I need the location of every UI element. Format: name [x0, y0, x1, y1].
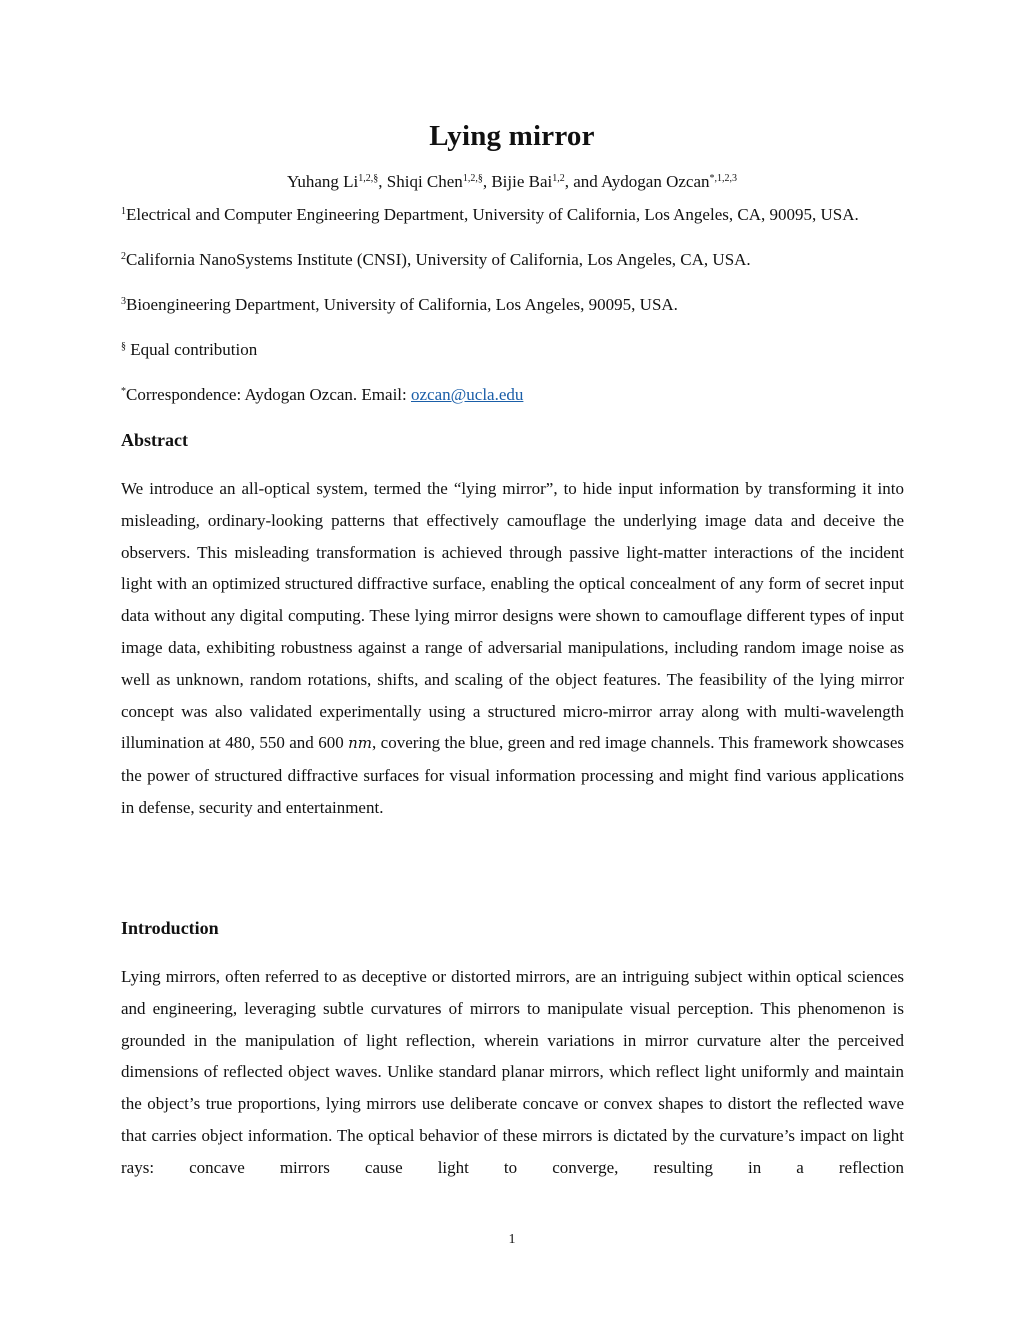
introduction-heading: Introduction	[121, 918, 219, 938]
author-list: Yuhang $Li^{1,2,\S}$, Shiqi Chen$^{1,2,\S}$, Bijie Bai$^{1,2}$, and Aydogan Ozcan$^{*,1,2,3}$	[286, 172, 738, 191]
correspondence-note	[121, 385, 921, 405]
paper-title: Lying mirror	[429, 120, 595, 152]
author-affiliation-mark: 1,2	[552, 173, 565, 184]
author-name: Bijie Bai	[491, 172, 553, 191]
equal-contribution-text: Equal contribution	[130, 340, 258, 359]
wavelength-unit: nm	[348, 734, 372, 753]
author-affiliation-mark: 1,2,§	[358, 173, 379, 184]
affiliation-mark: 2	[121, 251, 126, 262]
author-affiliation-mark: *,1,2,3	[709, 173, 738, 184]
affiliation-mark: 1	[121, 206, 126, 217]
correspondence-text: Correspondence: Aydogan Ozcan. Email:	[126, 385, 411, 404]
author-conjunction: and	[573, 172, 598, 191]
affiliation-text: California NanoSystems Institute (CNSI), University of California, Los Angeles, CA, USA.	[126, 250, 751, 269]
equal-contribution-note	[121, 340, 921, 360]
affiliation-2	[121, 250, 921, 270]
affiliation-text: Electrical and Computer Engineering Department, University of California, Los Angeles, CA, 90095, USA.	[126, 205, 859, 224]
page-number: 1	[508, 1232, 516, 1247]
affiliation-3	[121, 295, 921, 315]
author-name: Aydogan Ozcan	[601, 172, 710, 191]
abstract-heading: Abstract	[121, 430, 188, 450]
abstract-text: We introduce an all-optical system, termed the “lying mirror”, to hide input information by transforming it into misleading, ordinary-looking patterns that effectively camouflage the underlying image data and deceive the observers. This misleading transformation is achieved through passive light-matter interactions of the incident light with an optimized structured diffractive surface, enabling the optical concealment of any form of secret input data without any digital computing. These lying mirror designs were shown to camouflage different types of input image data, exhibiting robustness against a range of adversarial manipulations, including random image noise as well as unknown, random rotations, shifts, and scaling of the object features. The feasibility of the lying mirror concept was also validated experimentally using a structured micro-mirror array along with multi-wavelength illumination at 480, 550 and 600	[121, 479, 904, 753]
abstract-text-end: , covering the blue, green and red image channels. This framework showcases the power of structured diffractive surfaces for visual information processing and might find various applications in defense, security and entertainment.	[121, 733, 904, 817]
email-link[interactable]: ozcan@ucla.edu	[411, 385, 524, 404]
affiliation-mark: 3	[121, 296, 126, 307]
affiliation-text: Bioengineering Department, University of California, Los Angeles, 90095, USA.	[126, 295, 678, 314]
author-name: Yuhang Li	[286, 172, 359, 191]
affiliation-1	[121, 205, 921, 225]
introduction-body: Lying mirrors, often referred to as deceptive or distorted mirrors, are an intriguing subject within optical sciences and engineering, leveraging subtle curvatures of mirrors to manipulate visual perception. This phenomenon is grounded in the manipulation of light reflection, wherein variations in mirror curvature alter the perceived dimensions of reflected object waves. Unlike standard planar mirrors, which reflect light uniformly and maintain the object’s true proportions, lying mirrors use deliberate concave or convex shapes to distort the reflected wave that carries object information. The optical behavior of these mirrors is dictated by the curvature’s impact on light rays: concave mirrors cause light to converge, resulting in a reflection	[121, 967, 904, 1177]
equal-contribution-mark: §	[121, 341, 126, 352]
author-name: Shiqi Chen	[386, 172, 463, 191]
correspondence-mark: *	[121, 386, 126, 397]
abstract-body	[121, 473, 904, 824]
author-affiliation-mark: 1,2,§	[462, 173, 483, 184]
